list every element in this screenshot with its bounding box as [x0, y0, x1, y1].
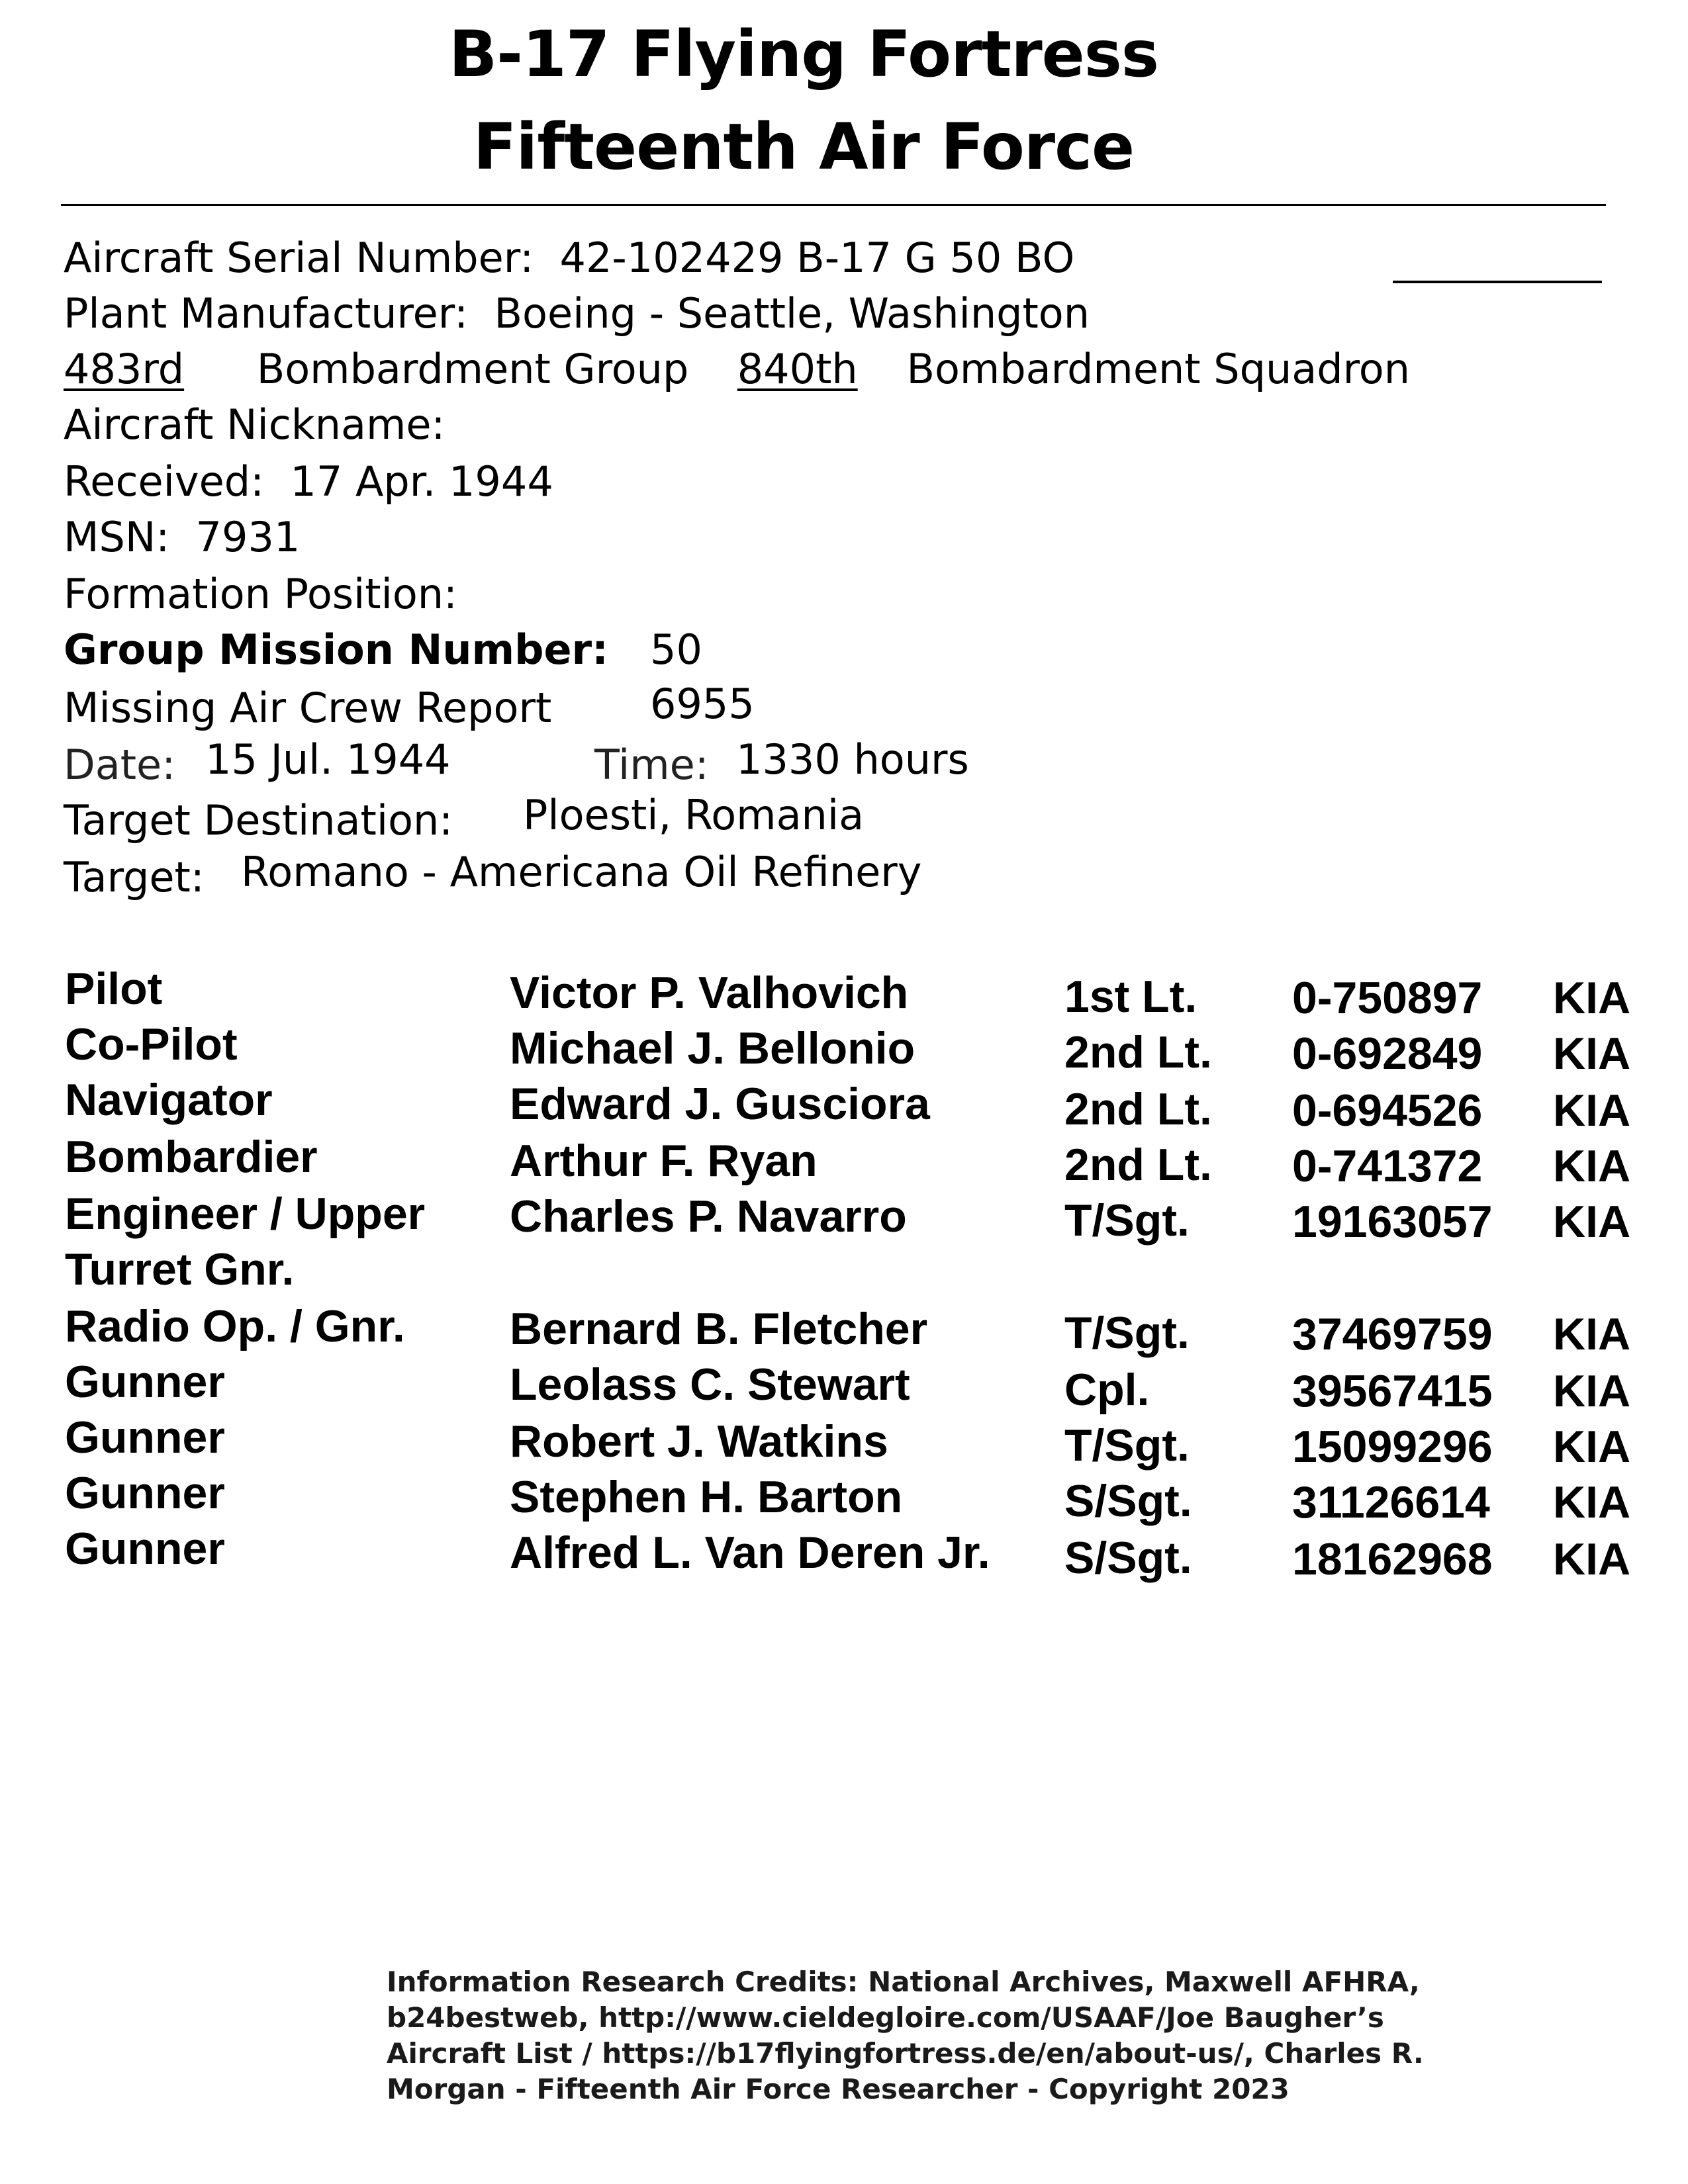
crew-name: Charles P. Navarro: [510, 1191, 907, 1242]
received-label: Received:: [64, 457, 264, 506]
target-label: Target:: [64, 853, 205, 901]
date-label: Date:: [64, 741, 176, 789]
crew-serial: 0-694526: [1292, 1085, 1483, 1136]
crew-rank: S/Sgt.: [1064, 1476, 1192, 1526]
received-value: 17 Apr. 1944: [290, 457, 553, 506]
crew-status: KIA: [1553, 1085, 1631, 1136]
crew-rank: Cpl.: [1064, 1365, 1150, 1415]
crew-serial: 18162968: [1292, 1534, 1493, 1584]
crew-status: KIA: [1553, 1141, 1631, 1191]
crew-status: KIA: [1553, 1197, 1631, 1247]
crew-serial: 15099296: [1292, 1422, 1493, 1472]
crew-name: Robert J. Watkins: [510, 1416, 888, 1467]
crew-rank: T/Sgt.: [1064, 1308, 1190, 1358]
crew-rank: T/Sgt.: [1064, 1195, 1190, 1246]
serial-number-row: [64, 232, 1074, 285]
document-title-line2: Fifteenth Air Force: [473, 110, 1135, 184]
crew-serial: 19163057: [1292, 1197, 1493, 1247]
plant-manufacturer-value: Boeing - Seattle, Washington: [494, 289, 1090, 338]
group-squadron-row: [64, 343, 1410, 396]
crew-status: KIA: [1553, 1534, 1631, 1584]
crew-serial: 0-750897: [1292, 973, 1483, 1023]
crew-position: Gunner: [65, 1524, 225, 1574]
crew-name: Bernard B. Fletcher: [510, 1304, 928, 1354]
crew-serial: 0-741372: [1292, 1141, 1483, 1191]
crew-rank: 2nd Lt.: [1064, 1140, 1212, 1190]
crew-position: Gunner: [65, 1412, 225, 1463]
time-value: 1330 hours: [736, 735, 969, 784]
blank-underline: [1393, 281, 1602, 283]
crew-name: Victor P. Valhovich: [510, 968, 909, 1018]
squadron-number: 840th: [737, 345, 858, 393]
group-number: 483rd: [64, 345, 185, 393]
target-destination-label: Target Destination:: [64, 796, 453, 844]
title-divider: [61, 204, 1606, 206]
crew-position: Engineer / Upper: [65, 1189, 426, 1239]
msn-row: [64, 511, 300, 564]
research-credits: [387, 1964, 1424, 2107]
crew-rank: T/Sgt.: [1064, 1420, 1190, 1471]
credits-line: b24bestweb, http://www.cieldegloire.com/USAAF/Joe Baugher’s: [387, 2001, 1384, 2034]
crew-position: Navigator: [65, 1075, 273, 1125]
time-label: Time:: [594, 741, 709, 789]
document-title-line1: B-17 Flying Fortress: [448, 17, 1159, 91]
crew-status: KIA: [1553, 1422, 1631, 1472]
crew-rank: S/Sgt.: [1064, 1533, 1192, 1583]
serial-number-label: Aircraft Serial Number:: [64, 234, 534, 282]
crew-position: Pilot: [65, 964, 163, 1014]
crew-name: Leolass C. Stewart: [510, 1359, 910, 1410]
crew-serial: 0-692849: [1292, 1028, 1483, 1079]
crew-status: KIA: [1553, 973, 1631, 1023]
crew-serial: 31126614: [1292, 1477, 1490, 1527]
credits-line: Morgan - Fifteenth Air Force Researcher - Copyright 2023: [387, 2073, 1289, 2105]
nickname-label: Aircraft Nickname:: [64, 400, 445, 449]
msn-value: 7931: [195, 513, 301, 561]
crew-position: Gunner: [65, 1357, 225, 1407]
crew-position: Bombardier: [65, 1132, 318, 1182]
crew-name: Arthur F. Ryan: [510, 1136, 818, 1186]
crew-name: Stephen H. Barton: [510, 1472, 903, 1522]
msn-label: MSN:: [64, 513, 170, 561]
crew-serial: 39567415: [1292, 1366, 1493, 1416]
macr-label: Missing Air Crew Report: [64, 684, 552, 732]
credits-line: Information Research Credits: National Archives, Maxwell AFHRA,: [387, 1966, 1420, 1998]
date-value: 15 Jul. 1944: [205, 735, 451, 784]
target-value: Romano - Americana Oil Refinery: [241, 848, 922, 896]
formation-position-label: Formation Position:: [64, 570, 457, 618]
target-destination-value: Ploesti, Romania: [523, 791, 865, 839]
crew-position: Co-Pilot: [65, 1019, 238, 1069]
group-label: Bombardment Group: [256, 345, 689, 393]
crew-status: KIA: [1553, 1028, 1631, 1079]
received-row: [64, 455, 553, 508]
crew-serial: 37469759: [1292, 1309, 1493, 1359]
serial-number-value: 42-102429 B-17 G 50 BO: [559, 234, 1075, 282]
group-mission-label: Group Mission Number:: [64, 625, 608, 674]
crew-name: Michael J. Bellonio: [510, 1023, 915, 1073]
crew-rank: 2nd Lt.: [1064, 1027, 1212, 1077]
squadron-label: Bombardment Squadron: [906, 345, 1410, 393]
crew-name: Edward J. Gusciora: [510, 1079, 930, 1129]
group-mission-value: 50: [650, 625, 702, 674]
crew-status: KIA: [1553, 1366, 1631, 1416]
crew-rank: 1st Lt.: [1064, 972, 1197, 1022]
crew-status: KIA: [1553, 1477, 1631, 1527]
plant-manufacturer-label: Plant Manufacturer:: [64, 289, 469, 338]
crew-position-continued: Turret Gnr.: [65, 1244, 295, 1295]
plant-manufacturer-row: [64, 287, 1090, 340]
macr-value: 6955: [650, 680, 755, 728]
crew-position: Radio Op. / Gnr.: [65, 1301, 405, 1351]
credits-line: Aircraft List / https://b17flyingfortress.de/en/about-us/, Charles R.: [387, 2037, 1424, 2070]
crew-status: KIA: [1553, 1309, 1631, 1359]
crew-name: Alfred L. Van Deren Jr.: [510, 1527, 990, 1578]
crew-position: Gunner: [65, 1468, 225, 1518]
crew-rank: 2nd Lt.: [1064, 1084, 1212, 1134]
